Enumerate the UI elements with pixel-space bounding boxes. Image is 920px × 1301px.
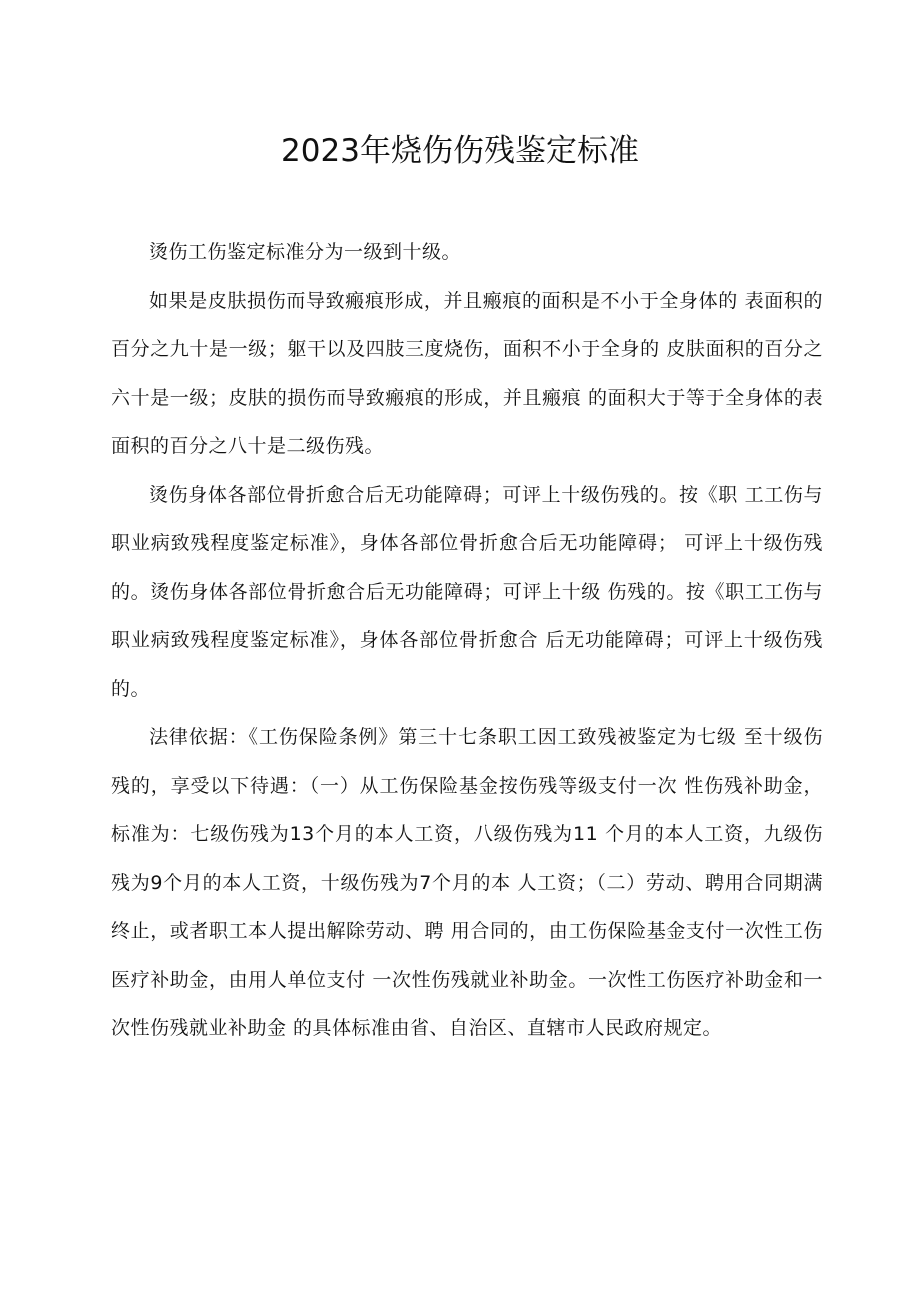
paragraph-intro: 烫伤工伤鉴定标准分为一级到十级。 — [149, 241, 462, 263]
document-title: 2023年烧伤伤残鉴定标准 — [281, 133, 639, 169]
document-body — [111, 228, 823, 1053]
paragraph-scar-levels: 如果是皮肤损伤而导致瘢痕形成，并且瘢痕的面积是不小于全身体的 表面积的百分之九十是一级；躯干以及四肢三度烧伤，面积不小于全身的 皮肤面积的百分之六十是一级；皮肤的损伤而导致瘢痕的形成，并且瘢痕 的面积大于等于全身体的表面积的百分之八十是二级伤残。 — [111, 289, 823, 457]
paragraph-legal-basis: 法律依据：《工伤保险条例》第三十七条职工因工致残被鉴定为七级 至十级伤残的，享受以下待遇：（一）从工伤保险基金按伤残等级支付一次 性伤残补助金，标准为：七级伤残为13个月的本人工资，八级伤残为11 个月的本人工资，九级伤残为9个月的本人工资，十级伤残为7个月的本 人工资；（二）劳动、聘用合同期满终止，或者职工本人提出解除劳动、聘 用合同的，由工伤保险基金支付一次性工伤医疗补助金，由用人单位支付 一次性伤残就业补助金。一次性工伤医疗补助金和一次性伤残就业补助金 的具体标准由省、自治区、直辖市人民政府规定。 — [111, 726, 823, 1039]
paragraph-fracture: 烫伤身体各部位骨折愈合后无功能障碍；可评上十级伤残的。按《职 工工伤与职业病致残程度鉴定标准》，身体各部位骨折愈合后无功能障碍； 可评上十级伤残的。烫伤身体各部位骨折愈合后无功能障碍；可评上十级 伤残的。按《职工工伤与职业病致残程度鉴定标准》，身体各部位骨折愈合 后无功能障碍；可评上十级伤残的。 — [111, 483, 823, 700]
